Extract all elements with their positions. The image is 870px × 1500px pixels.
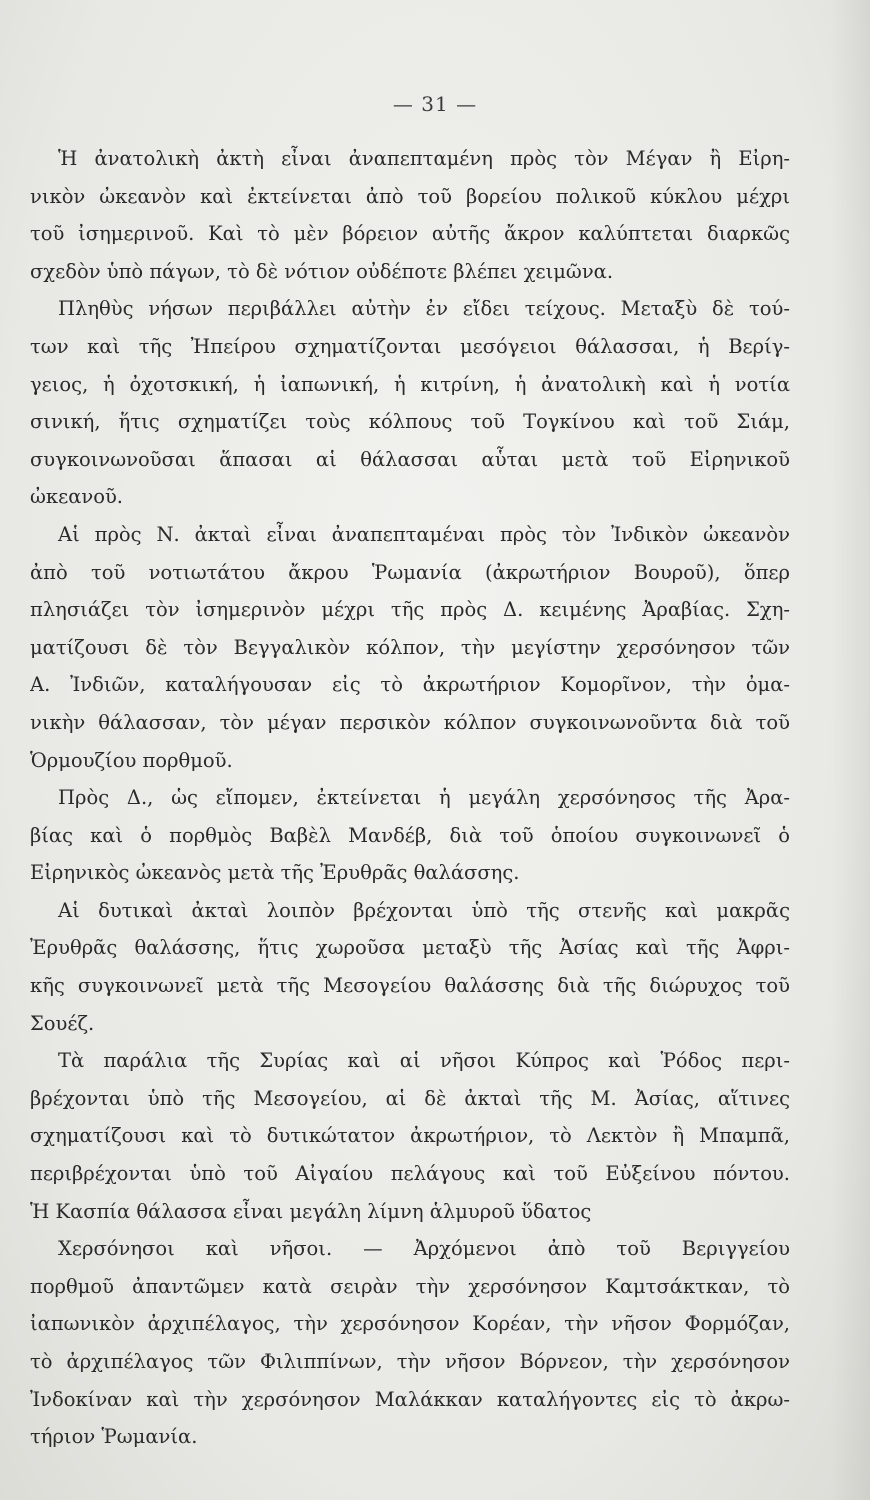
text-line: πορθμοῦ ἀπαντῶμεν κατὰ σειρὰν τὴν χερσόνησον Καμτσάκτκαν, τὸ <box>30 1274 790 1298</box>
text-line: ἰαπωνικὸν ἀρχιπέλαγος, τὴν χερσόνησον Κορέαν, τὴν νῆσον Φορμόζαν, <box>30 1312 790 1336</box>
text-line: περιβρέχονται ὑπὸ τοῦ Αἰγαίου πελάγους καὶ τοῦ Εὐξείνου πόντου. <box>30 1162 790 1186</box>
text-line: Α. Ἰνδιῶν, καταλήγουσαν εἰς τὸ ἀκρωτήριον Κομορῖνον, τὴν ὀμα- <box>30 673 790 697</box>
scan-edge-shadow <box>830 0 870 1500</box>
text-line: Τὰ παράλια τῆς Συρίας καὶ αἱ νῆσοι Κύπρος καὶ Ῥόδος περι- <box>58 1049 790 1073</box>
text-line: σχηματίζουσι καὶ τὸ δυτικώτατον ἀκρωτήριον, τὸ Λεκτὸν ἢ Μπαμπᾶ, <box>30 1124 790 1148</box>
text-line: Αἱ δυτικαὶ ἀκταὶ λοιπὸν βρέχονται ὑπὸ τῆς στενῆς καὶ μακρᾶς <box>58 898 790 922</box>
text-line: Αἱ πρὸς Ν. ἀκταὶ εἶναι ἀναπεπταμέναι πρὸς τὸν Ἰνδικὸν ὠκεανὸν <box>58 522 790 546</box>
body-text <box>30 140 790 1456</box>
text-line: τὸ ἀρχιπέλαγος τῶν Φιλιππίνων, τὴν νῆσον Βόρνεον, τὴν χερσόνησον <box>30 1350 790 1373</box>
text-line: ἀπὸ τοῦ νοτιωτάτου ἄκρου Ῥωμανία (ἀκρωτήριον Βουροῦ), ὅπερ <box>30 560 790 584</box>
text-line: σχεδὸν ὑπὸ πάγων, τὸ δὲ νότιον οὐδέποτε βλέπει χειμῶνα. <box>30 259 614 283</box>
text-line: βίας καὶ ὁ πορθμὸς Βαβὲλ Μανδέβ, διὰ τοῦ ὁποίου συγκοινωνεῖ ὁ <box>30 823 790 847</box>
text-line: γειος, ἡ ὀχοτσκική, ἡ ἰαπωνική, ἡ κιτρίνη, ἡ ἀνατολικὴ καὶ ἡ νοτία <box>30 372 790 396</box>
text-line: κῆς συγκοινωνεῖ μετὰ τῆς Μεσογείου θαλάσσης διὰ τῆς διώρυχος τοῦ <box>30 974 790 998</box>
text-line: των καὶ τῆς Ἠπείρου σχηματίζονται μεσόγειοι θάλασσαι, ἡ Βερίγ- <box>30 334 790 358</box>
text-line: Χερσόνησοι καὶ νῆσοι. — Ἀρχόμενοι ἀπὸ τοῦ Βεριγγείου <box>58 1237 790 1261</box>
text-line: νικὴν θάλασσαν, τὸν μέγαν περσικὸν κόλπον συγκοινωνοῦντα διὰ τοῦ <box>30 710 790 734</box>
text-line: Πρὸς Δ., ὡς εἴπομεν, ἐκτείνεται ἡ μεγάλη χερσόνησος τῆς Ἀρα- <box>58 786 790 810</box>
text-line: Ἡ Κασπία θάλασσα εἶναι μεγάλη λίμνη ἁλμυροῦ ὕδατος <box>30 1199 592 1223</box>
text-line: Πληθὺς νήσων περιβάλλει αὐτὴν ἐν εἴδει τείχους. Μεταξὺ δὲ τού- <box>58 297 790 321</box>
page-number: — 31 — <box>392 92 478 116</box>
text-line: τήριον Ῥωμανία. <box>30 1425 198 1449</box>
text-line: ὠκεανοῦ. <box>30 485 124 509</box>
text-line: πλησιάζει τὸν ἰσημερινὸν μέχρι τῆς πρὸς Δ. κειμένης Ἀραβίας. Σχη- <box>30 598 790 622</box>
text-line: Ἐρυθρᾶς θαλάσσης, ἥτις χωροῦσα μεταξὺ τῆς Ἀσίας καὶ τῆς Ἀφρι- <box>30 936 790 960</box>
text-line: Σουέζ. <box>30 1011 95 1035</box>
text-line: Ἡ ἀνατολικὴ ἀκτὴ εἶναι ἀναπεπταμένη πρὸς τὸν Μέγαν ἢ Εἰρη- <box>58 147 790 170</box>
text-line: τοῦ ἰσημερινοῦ. Καὶ τὸ μὲν βόρειον αὐτῆς ἄκρον καλύπτεται διαρκῶς <box>30 222 790 246</box>
text-line: Ὁρμουζίου πορθμοῦ. <box>30 748 233 772</box>
text-line: σινική, ἥτις σχηματίζει τοὺς κόλπους τοῦ Τογκίνου καὶ τοῦ Σιάμ, <box>30 410 790 434</box>
text-line: νικὸν ὠκεανὸν καὶ ἐκτείνεται ἀπὸ τοῦ βορείου πολικοῦ κύκλου μέχρι <box>30 184 790 208</box>
text-line: Ἰνδοκίναν καὶ τὴν χερσόνησον Μαλάκκαν καταλήγοντες εἰς τὸ ἀκρω- <box>30 1387 790 1411</box>
text-line: συγκοινωνοῦσαι ἅπασαι αἱ θάλασσαι αὗται μετὰ τοῦ Εἰρηνικοῦ <box>30 447 790 471</box>
text-line: ματίζουσι δὲ τὸν Βεγγαλικὸν κόλπον, τὴν μεγίστην χερσόνησον τῶν <box>30 635 790 659</box>
text-line: βρέχονται ὑπὸ τῆς Μεσογείου, αἱ δὲ ἀκταὶ τῆς Μ. Ἀσίας, αἵτινες <box>30 1086 790 1110</box>
text-line: Εἰρηνικὸς ὠκεανὸς μετὰ τῆς Ἐρυθρᾶς θαλάσσης. <box>30 861 520 885</box>
